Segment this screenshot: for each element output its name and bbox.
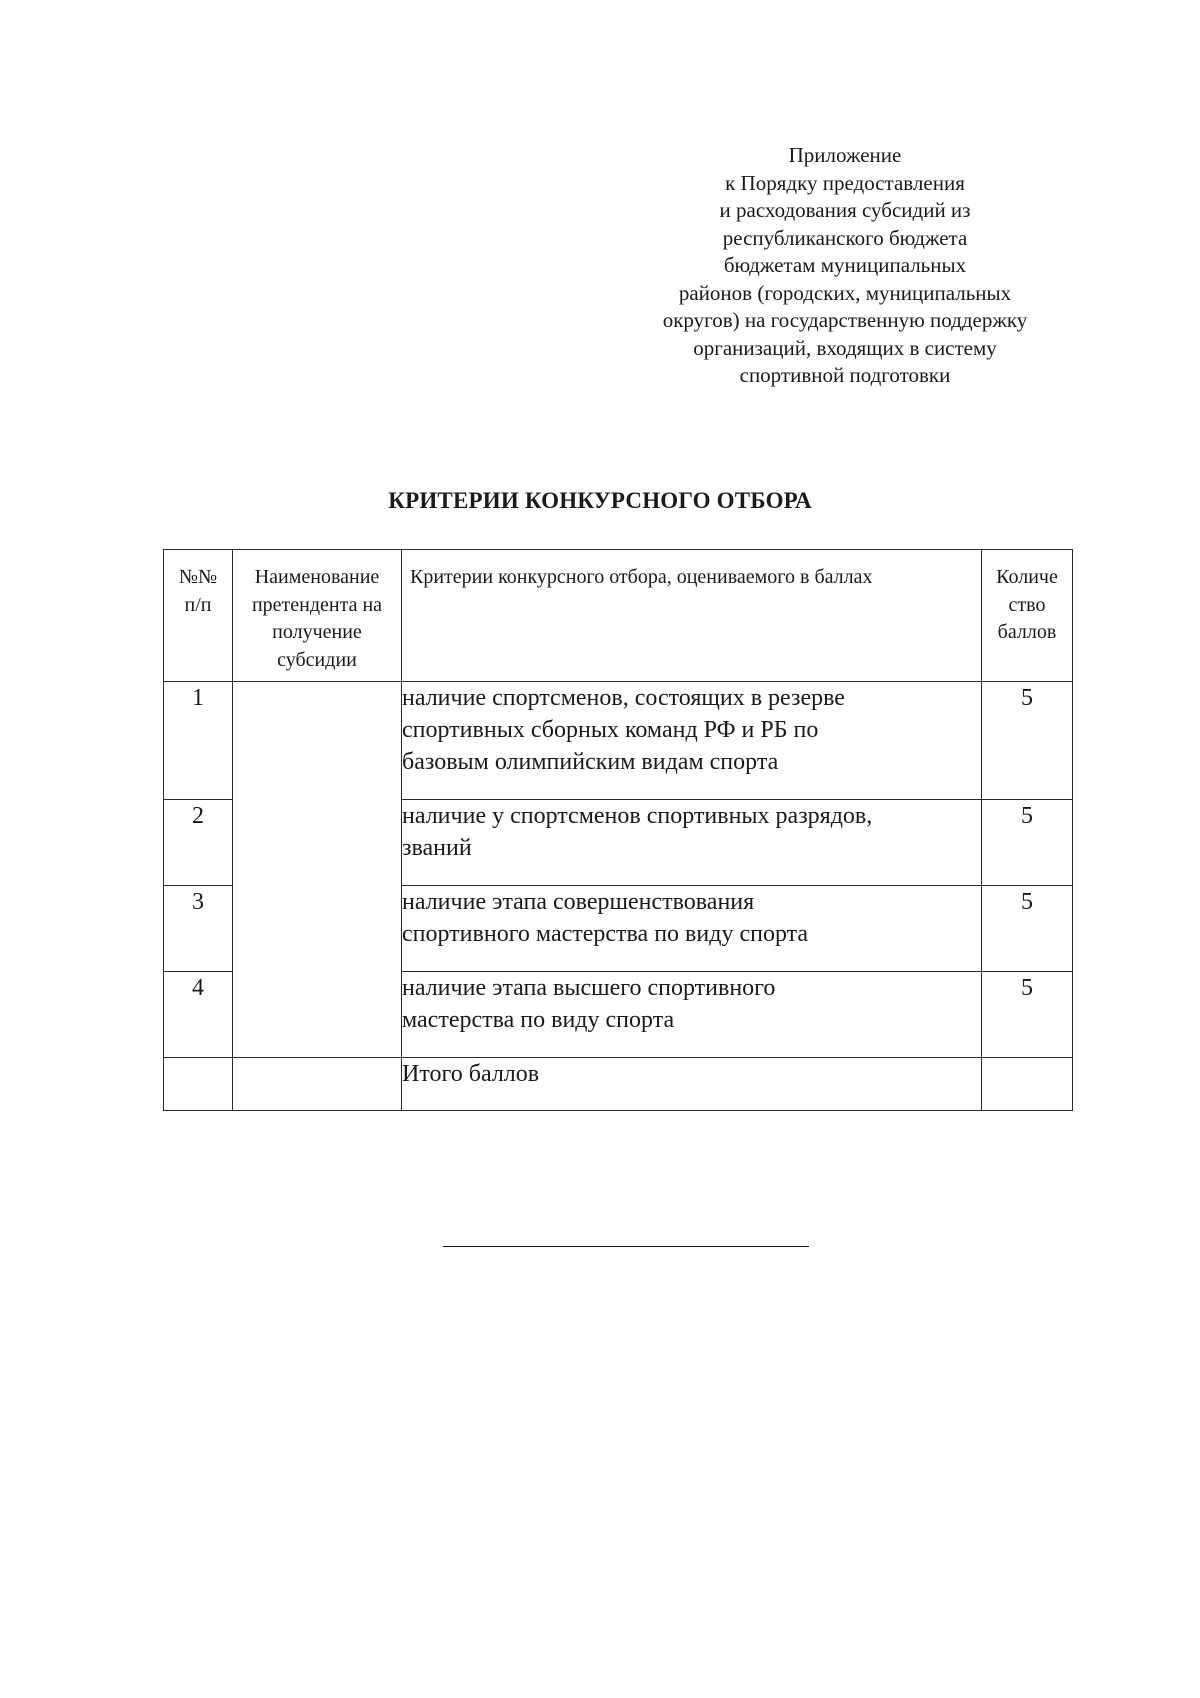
header-number-line: п/п <box>184 593 212 616</box>
appendix-line: к Порядку предоставления <box>725 170 965 195</box>
row-criteria <box>402 886 982 972</box>
document-title: КРИТЕРИИ КОНКУРСНОГО ОТБОРА <box>388 488 812 513</box>
total-label: Итого баллов <box>402 1058 982 1111</box>
appendix-block <box>620 142 1070 390</box>
footer-divider <box>443 1246 809 1247</box>
criteria-line: мастерства по виду спорта <box>402 1007 675 1033</box>
row-number: 3 <box>164 886 233 972</box>
criteria-table <box>163 549 1073 1111</box>
header-points-line: ство <box>1008 593 1046 616</box>
header-applicant <box>233 550 402 682</box>
header-points <box>982 550 1073 682</box>
criteria-line: наличие этапа высшего спортивного <box>402 975 776 1001</box>
table-row <box>164 682 1073 800</box>
header-applicant-line: претендента на <box>251 593 383 616</box>
criteria-line: наличие у спортсменов спортивных разрядов, <box>402 803 873 829</box>
header-number-line: №№ <box>178 566 218 588</box>
criteria-line: спортивного мастерства по виду спорта <box>402 921 809 947</box>
header-applicant-line: субсидии <box>277 648 357 671</box>
table-header-row <box>164 550 1073 682</box>
header-applicant-line: получение <box>272 621 362 643</box>
header-points-line: баллов <box>997 621 1057 643</box>
row-points: 5 <box>982 800 1073 886</box>
appendix-line: бюджетам муниципальных <box>723 253 967 277</box>
header-number <box>164 550 233 682</box>
appendix-line: Приложение <box>788 143 902 167</box>
row-number: 2 <box>164 800 233 886</box>
row-points: 5 <box>982 886 1073 972</box>
total-row <box>164 1058 1073 1111</box>
appendix-line: спортивной подготовки <box>739 363 951 387</box>
criteria-line: наличие этапа совершенствования <box>402 889 755 915</box>
total-points-cell <box>982 1058 1073 1111</box>
criteria-line: наличие спортсменов, состоящих в резерве <box>402 685 845 711</box>
row-criteria <box>402 682 982 800</box>
appendix-line: районов (городских, муниципальных <box>678 280 1012 305</box>
total-number-cell <box>164 1058 233 1111</box>
total-applicant-cell <box>233 1058 402 1111</box>
row-points: 5 <box>982 682 1073 800</box>
appendix-line: и расходования субсидий из <box>719 198 971 222</box>
header-applicant-line: Наименование <box>254 566 380 588</box>
criteria-line: спортивных сборных команд РФ и РБ по <box>402 717 819 743</box>
criteria-line: базовым олимпийским видам спорта <box>402 749 779 775</box>
row-criteria <box>402 800 982 886</box>
appendix-line: республиканского бюджета <box>722 225 968 250</box>
header-criteria: Критерии конкурсного отбора, оцениваемого в баллах <box>402 550 982 682</box>
applicant-name-cell <box>233 682 402 1058</box>
row-number: 1 <box>164 682 233 800</box>
appendix-line: округов) на государственную поддержку <box>662 308 1028 332</box>
appendix-line: организаций, входящих в систему <box>693 335 997 360</box>
criteria-line: званий <box>402 835 472 861</box>
row-points: 5 <box>982 972 1073 1058</box>
row-criteria <box>402 972 982 1058</box>
header-points-line: Количе <box>996 566 1058 588</box>
row-number: 4 <box>164 972 233 1058</box>
